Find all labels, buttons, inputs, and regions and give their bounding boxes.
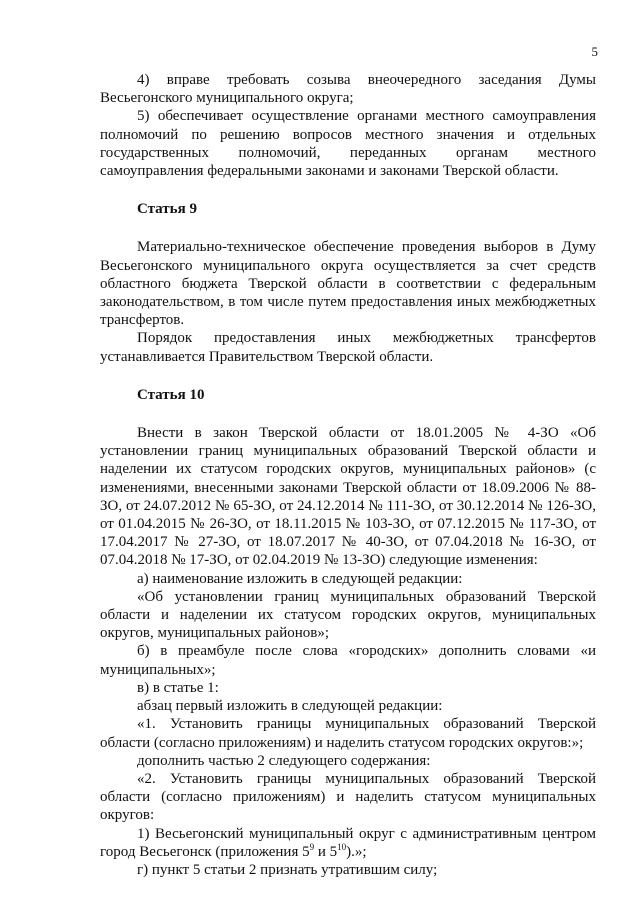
point1-text-end: ).»;: [346, 843, 367, 860]
article10-heading: Статья 10: [137, 386, 205, 403]
article10-intro: Внести в закон Тверской области от 18.01.2005 № 4-ЗО «Об установлении границ муниципальных образований Тверской области и наделении их статусом городских округов, муниципальных районов» (с изменениями, внесенными законами Тверской области от 18.09.2006 № 88-ЗО, от 24.07.2012 № 65-ЗО, от 24.12.2014 № 111-ЗО, от 30.12.2014 № 126-ЗО, от 01.04.2015 № 26-ЗО, от 18.11.2015 № 103-ЗО, от 07.12.2015 № 117-ЗО, от 17.04.2017 № 27-ЗО, от 18.07.2017 № 40-ЗО, от 07.04.2018 № 16-ЗО, от 07.04.2018 № 17-ЗО, от 02.04.2019 № 13-ЗО) следующие изменения:: [100, 425, 596, 569]
article10-item-v-sub1: абзац первый изложить в следующей редакции:: [137, 698, 443, 715]
article10-item-a: а) наименование изложить в следующей редакции:: [137, 570, 463, 587]
article10-item-v-quote1: «1. Установить границы муниципальных образований Тверской области (согласно приложениям) и наделить статусом городских округов:»;: [100, 716, 596, 751]
point1-superscript-2: 10: [337, 841, 347, 852]
document-body: [100, 71, 596, 879]
article8-item4: 4) вправе требовать созыва внеочередного заседания Думы Весьегонского муниципального округа;: [100, 72, 596, 107]
article9-para1: Материально-техническое обеспечение проведения выборов в Думу Весьегонского муниципального округа осуществляется за счет средств областного бюджета Тверской области в соответствии с федеральным законодательством, в том числе путем предоставления иных межбюджетных трансфертов.: [100, 239, 596, 329]
point1-text-start: 1) Весьегонский муниципальный округ с административным центром город Весьегонск (приложения 5: [100, 825, 596, 860]
article9-heading: Статья 9: [137, 201, 197, 218]
article10-item-v: в) в статье 1:: [137, 679, 219, 696]
article8-item5: 5) обеспечивает осуществление органами местного самоуправления полномочий по решению вопросов местного значения и отдельных государственных полномочий, переданных органам местного самоуправления федеральными законами и законами Тверской области.: [100, 108, 596, 180]
article10-item-v-quote2: «2. Установить границы муниципальных образований Тверской области (согласно приложениям) и наделить статусом муниципальных округов:: [100, 770, 596, 824]
point1-text-mid: и 5: [314, 843, 338, 860]
article10-item-v-point1: [100, 825, 596, 861]
article10-item-g: г) пункт 5 статьи 2 признать утратившим силу;: [137, 861, 438, 878]
article10-item-b: б) в преамбуле после слова «городских» дополнить словами «и муниципальных»;: [100, 643, 596, 678]
article10-item-a-quote: «Об установлении границ муниципальных образований Тверской области и наделении их статусом городских округов, муниципальных округов, муниципальных районов»;: [100, 588, 596, 642]
article9-para2: Порядок предоставления иных межбюджетных трансфертов устанавливается Правительством Тверской области.: [100, 330, 596, 365]
page-number: 5: [591, 44, 598, 59]
point1-superscript-1: 9: [309, 841, 315, 852]
article10-item-v-sub2: дополнить частью 2 следующего содержания:: [137, 752, 431, 769]
